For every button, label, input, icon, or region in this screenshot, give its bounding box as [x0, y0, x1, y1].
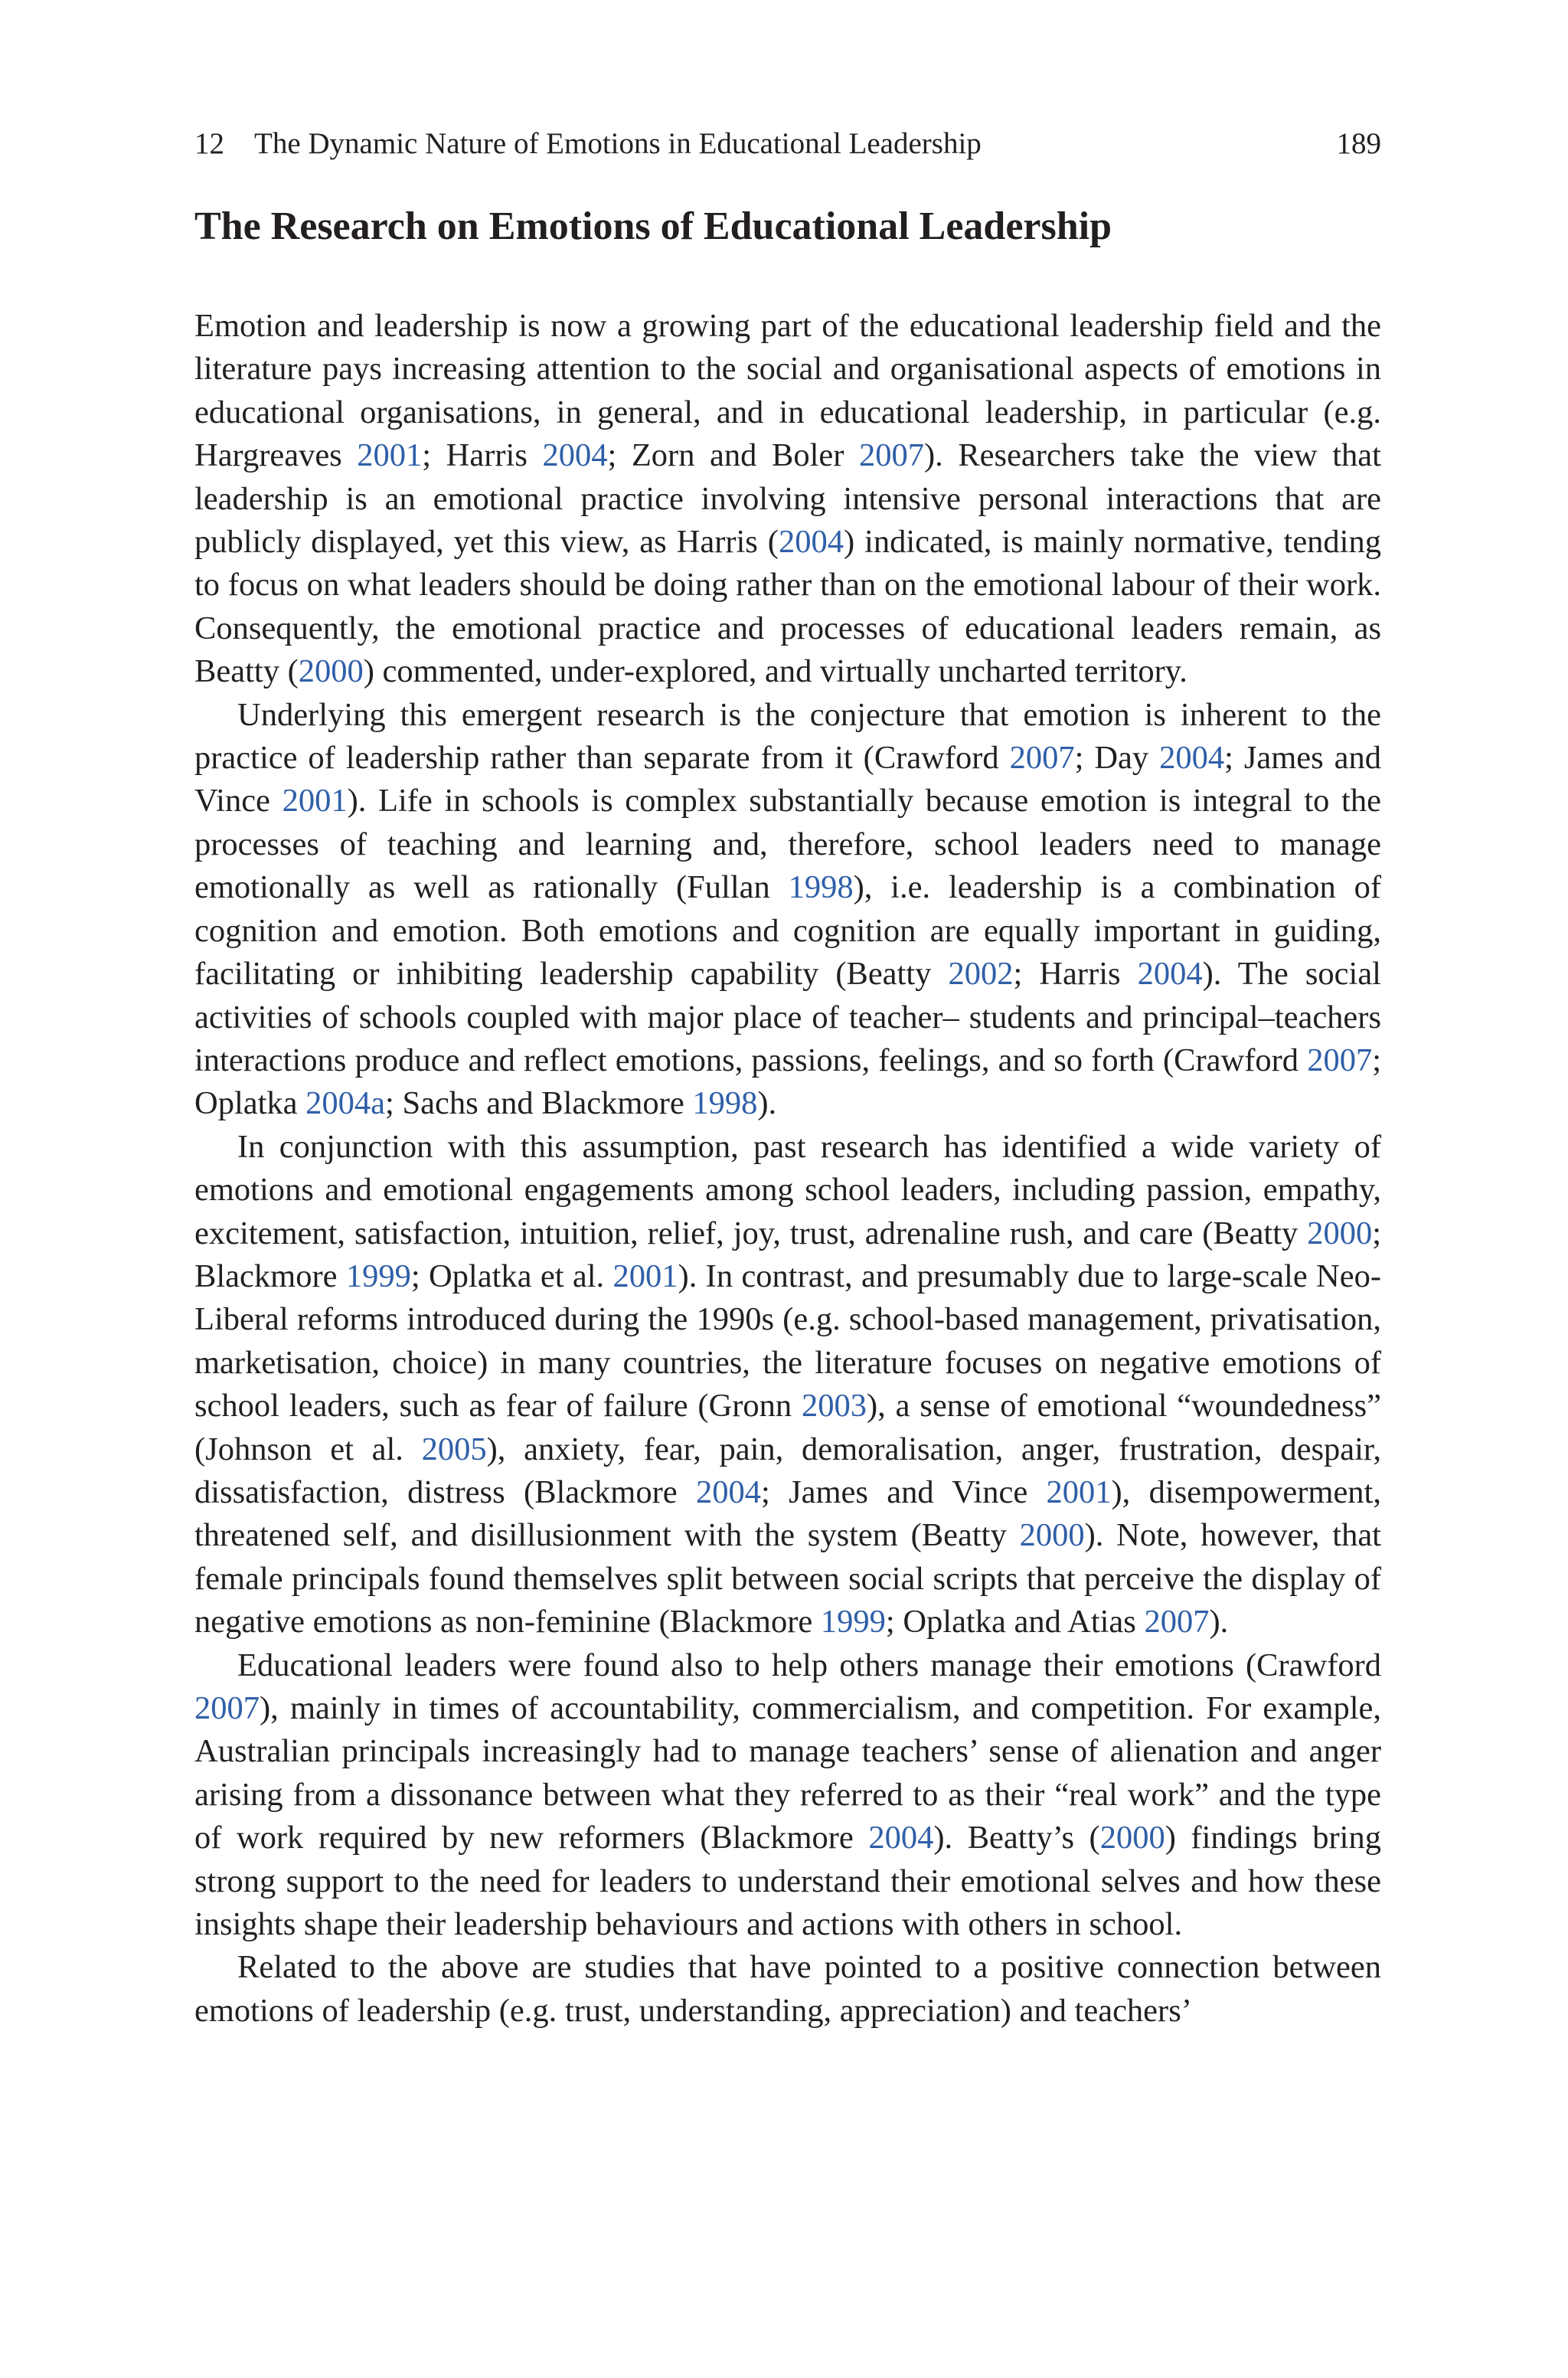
text-run: ). Life in schools is complex substantially because emotion is integral to the processes of teaching and learning and, therefore, school leaders need to manage emotionally as well as rationally (Fullan [194, 783, 1381, 906]
paragraph-1 [194, 305, 1381, 694]
citation-link[interactable]: 2004 [542, 437, 608, 474]
text-run: ; James and Vince [760, 1474, 1047, 1510]
citation-link[interactable]: 2000 [1307, 1215, 1373, 1251]
citation-link[interactable]: 2007 [858, 437, 924, 474]
text-run: ), anxiety, fear, pain, demoralisation, anger, frustration, despair, dissatisfaction, distress (Blackmore [194, 1431, 1381, 1510]
text-run: Related to the above are studies that have pointed to a positive connection between emotions of leadership (e.g. trust, understanding, appreciation) and teachers’ [194, 1949, 1381, 2029]
citation-link[interactable]: 2004a [305, 1085, 386, 1122]
citation-link[interactable]: 1999 [820, 1604, 886, 1640]
citation-link[interactable]: 2000 [1019, 1517, 1085, 1554]
running-head [194, 125, 1381, 163]
citation-link[interactable]: 2000 [298, 653, 364, 690]
paragraph-2 [194, 694, 1381, 1126]
citation-link[interactable]: 2001 [282, 783, 348, 819]
text-run: ; James and Vince [194, 740, 1381, 819]
citation-link[interactable]: 2001 [612, 1258, 678, 1294]
section-heading: The Research on Emotions of Educational Leadership [194, 204, 1112, 248]
text-run: In conjunction with this assumption, past research has identified a wide variety of emotions and emotional engagements among school leaders, including passion, empathy, excitement, satisfaction, intuition, relief, joy, trust, adrenaline rush, and care (Beatty [194, 1128, 1381, 1251]
citation-link[interactable]: 2007 [1307, 1042, 1373, 1078]
citation-link[interactable]: 2004 [778, 524, 844, 561]
citation-link[interactable]: 2007 [1009, 740, 1075, 777]
citation-link[interactable]: 2002 [948, 956, 1014, 993]
text-run: ), i.e. leadership is a combination of cognition and emotion. Both emotions and cognition are equally important in guiding, facilitating or inhibiting leadership capability (Beatty [194, 869, 1382, 993]
citation-link[interactable]: 2003 [802, 1388, 867, 1425]
text-run: ; Oplatka and Atias [885, 1604, 1145, 1640]
citation-link[interactable]: 2007 [194, 1690, 260, 1726]
text-run: ; Zorn and Boler [607, 437, 859, 474]
text-run: ). In contrast, and presumably due to large-scale Neo-Liberal reforms introduced during the 1990s (e.g. school-based management, privatisation, marketisation, choice) in many countries, the literature focuses on negative emotions of school leaders, such as fear of failure (Gronn [194, 1258, 1381, 1425]
text-run: ). [1209, 1604, 1229, 1640]
text-run: ), disempowerment, threatened self, and disillusionment with the system (Beatty [194, 1474, 1381, 1554]
text-run: ). The social activities of schools coupled with major place of teacher– students and principal–teachers interactions produce and reflect emotions, passions, feelings, and so forth (Crawford [194, 956, 1381, 1078]
paragraph-3 [194, 1126, 1381, 1644]
text-run: ). [757, 1085, 777, 1122]
citation-link[interactable]: 2004 [695, 1474, 761, 1510]
text-run: ; Harris [422, 437, 543, 474]
body-text [194, 305, 1381, 2033]
text-run: Underlying this emergent research is the conjecture that emotion is inherent to the practice of leadership rather than separate from it (Crawford [194, 696, 1381, 777]
text-run: Educational leaders were found also to help others manage their emotions (Crawford [237, 1647, 1381, 1683]
text-run: ; Blackmore [194, 1215, 1381, 1294]
citation-link[interactable]: 2007 [1144, 1604, 1210, 1640]
citation-link[interactable]: 2001 [357, 437, 423, 474]
text-run: ; Day [1074, 740, 1160, 777]
text-run: ), mainly in times of accountability, commercialism, and competition. For example, Australian principals increasingly had to manage teachers’ sense of alienation and anger arising from a dissonance between what they referred to as their “real work” and the type of work required by new reformers (Blackmore [194, 1690, 1381, 1856]
text-run: ; Harris [1013, 956, 1138, 993]
text-run: ) commented, under-explored, and virtually uncharted territory. [363, 653, 1187, 690]
citation-link[interactable]: 2001 [1046, 1474, 1112, 1510]
citation-link[interactable]: 1998 [692, 1085, 758, 1122]
page-number: 189 [1336, 127, 1381, 160]
text-run: ). Researchers take the view that leadership is an emotional practice involving intensive personal interactions that are publicly displayed, yet this view, as Harris ( [194, 437, 1381, 561]
citation-link[interactable]: 2004 [868, 1820, 934, 1856]
text-run: ) indicated, is mainly normative, tending to focus on what leaders should be doing rather than on the emotional labour of their work. Consequently, the emotional practice and processes of educational leaders remain, as Beatty ( [194, 524, 1381, 690]
text-run: ). Beatty’s ( [933, 1820, 1100, 1856]
citation-link[interactable]: 2005 [421, 1431, 487, 1467]
text-run: ) findings bring strong support to the need for leaders to understand their emotional selves and how these insights shape their leadership behaviours and actions with others in school. [194, 1820, 1381, 1943]
text-run: Emotion and leadership is now a growing part of the educational leadership field and the literature pays increasing attention to the social and organisational aspects of emotions in educational organisations, in general, and in educational leadership, in particular (e.g. Hargreaves [194, 308, 1381, 474]
citation-link[interactable]: 2004 [1137, 956, 1203, 993]
paragraph-4 [194, 1644, 1381, 1947]
text-run: ). Note, however, that female principals found themselves split between social scripts that perceive the display of negative emotions as non-feminine (Blackmore [194, 1517, 1381, 1640]
citation-link[interactable]: 2000 [1099, 1820, 1165, 1856]
citation-link[interactable]: 2004 [1159, 740, 1225, 777]
text-run: ; Sachs and Blackmore [385, 1085, 693, 1122]
paragraph-5 [194, 1946, 1381, 2033]
text-run: ), a sense of emotional “woundedness” (Johnson et al. [194, 1388, 1381, 1467]
chapter-title: The Dynamic Nature of Emotions in Educational Leadership [254, 127, 982, 160]
citation-link[interactable]: 1999 [345, 1258, 411, 1294]
text-run: ; Oplatka et al. [410, 1258, 613, 1294]
citation-link[interactable]: 1998 [788, 869, 854, 906]
text-run: ; Oplatka [194, 1042, 1381, 1122]
chapter-number: 12 [194, 127, 224, 160]
